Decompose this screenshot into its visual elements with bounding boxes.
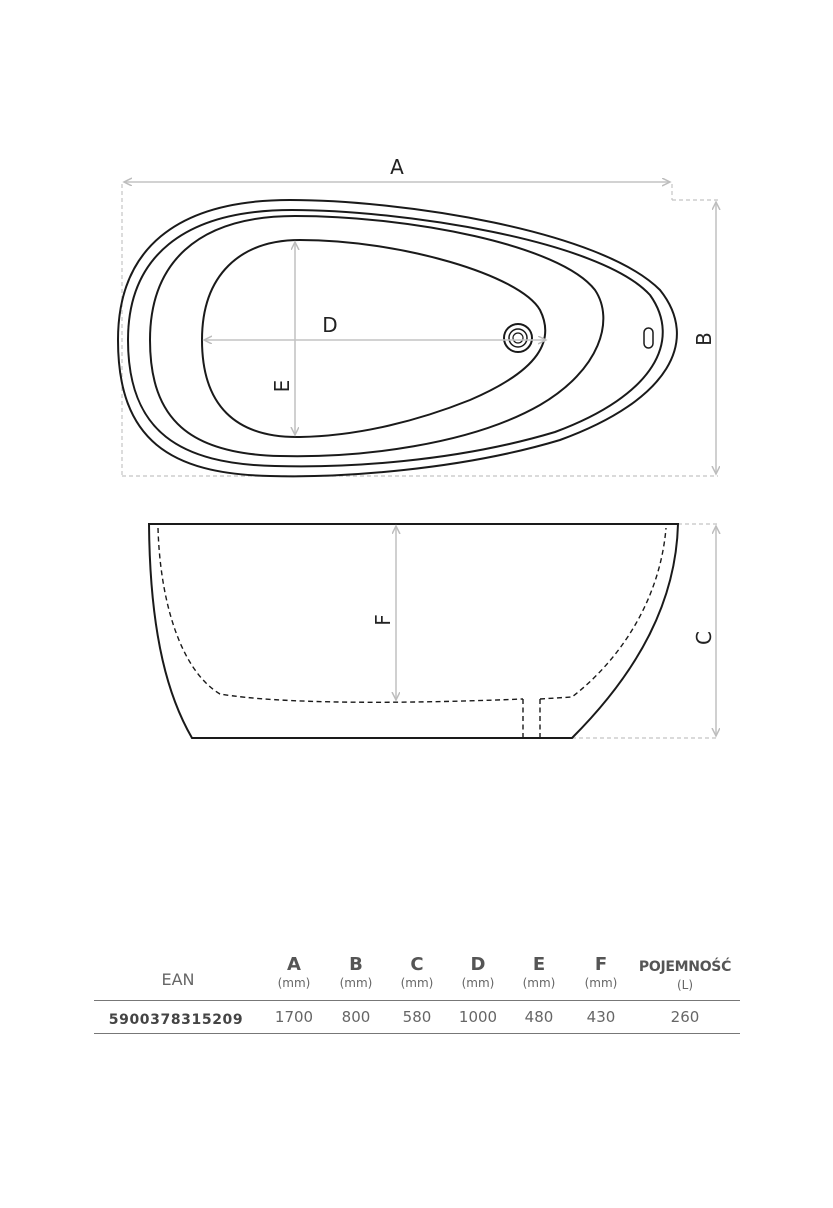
column-unit: (mm) [584, 976, 618, 990]
cell-value: 1700 [274, 1008, 314, 1026]
column-letter: POJEMNOŚĆ [638, 959, 732, 975]
ean-header: EAN [161, 970, 195, 989]
tub-basin-floor [202, 240, 545, 437]
ean-value: 5900378315209 [108, 1012, 244, 1028]
dimension-label-a: A [390, 155, 404, 179]
tub-side-shell [149, 524, 678, 738]
value-f [571, 1007, 631, 1026]
column-letter: A [287, 954, 301, 975]
dimension-label-f: F [371, 614, 395, 626]
top-view-bounding-box [122, 184, 718, 476]
dimension-label-b: B [692, 332, 716, 346]
cell-value: 430 [586, 1008, 616, 1026]
tub-basin-wall [150, 216, 603, 456]
cell-value: 580 [402, 1008, 432, 1026]
column-header-capacity [634, 956, 736, 992]
spec-table [94, 950, 740, 1034]
ean-header-cell [118, 970, 238, 989]
dimension-label-c: C [692, 631, 716, 645]
column-header-a [264, 954, 324, 990]
column-letter: C [410, 954, 424, 975]
cell-value: 800 [341, 1008, 371, 1026]
value-b [326, 1007, 386, 1026]
side-view [149, 524, 718, 738]
table-header-row [94, 950, 740, 1001]
column-header-c [387, 954, 447, 990]
cell-value: 480 [524, 1008, 554, 1026]
ean-value-cell [102, 1009, 250, 1028]
value-e [509, 1007, 569, 1026]
column-letter: B [349, 954, 363, 975]
value-c [387, 1007, 447, 1026]
column-header-f [571, 954, 631, 990]
drain-icon [504, 324, 532, 352]
cell-value: 260 [670, 1008, 700, 1026]
column-unit: (mm) [522, 976, 556, 990]
column-unit: (mm) [277, 976, 311, 990]
top-view [118, 155, 718, 476]
column-header-e [509, 954, 569, 990]
table-row [94, 1001, 740, 1034]
column-unit: (mm) [339, 976, 373, 990]
column-unit: (mm) [461, 976, 495, 990]
overflow-slot-icon [644, 328, 653, 348]
column-letter: E [532, 954, 546, 975]
value-capacity [634, 1007, 736, 1026]
column-letter: F [594, 954, 608, 975]
waste-pipe [523, 699, 540, 738]
value-d [448, 1007, 508, 1026]
column-header-d [448, 954, 508, 990]
column-unit: (L) [676, 978, 694, 992]
column-letter: D [470, 954, 486, 975]
dimension-label-d: D [322, 313, 338, 337]
cell-value: 1000 [458, 1008, 498, 1026]
column-unit: (mm) [400, 976, 434, 990]
dimension-label-e: E [270, 379, 294, 393]
value-a [264, 1007, 324, 1026]
tub-side-inner-wall [158, 528, 666, 702]
column-header-b [326, 954, 386, 990]
side-view-guides [572, 524, 718, 738]
